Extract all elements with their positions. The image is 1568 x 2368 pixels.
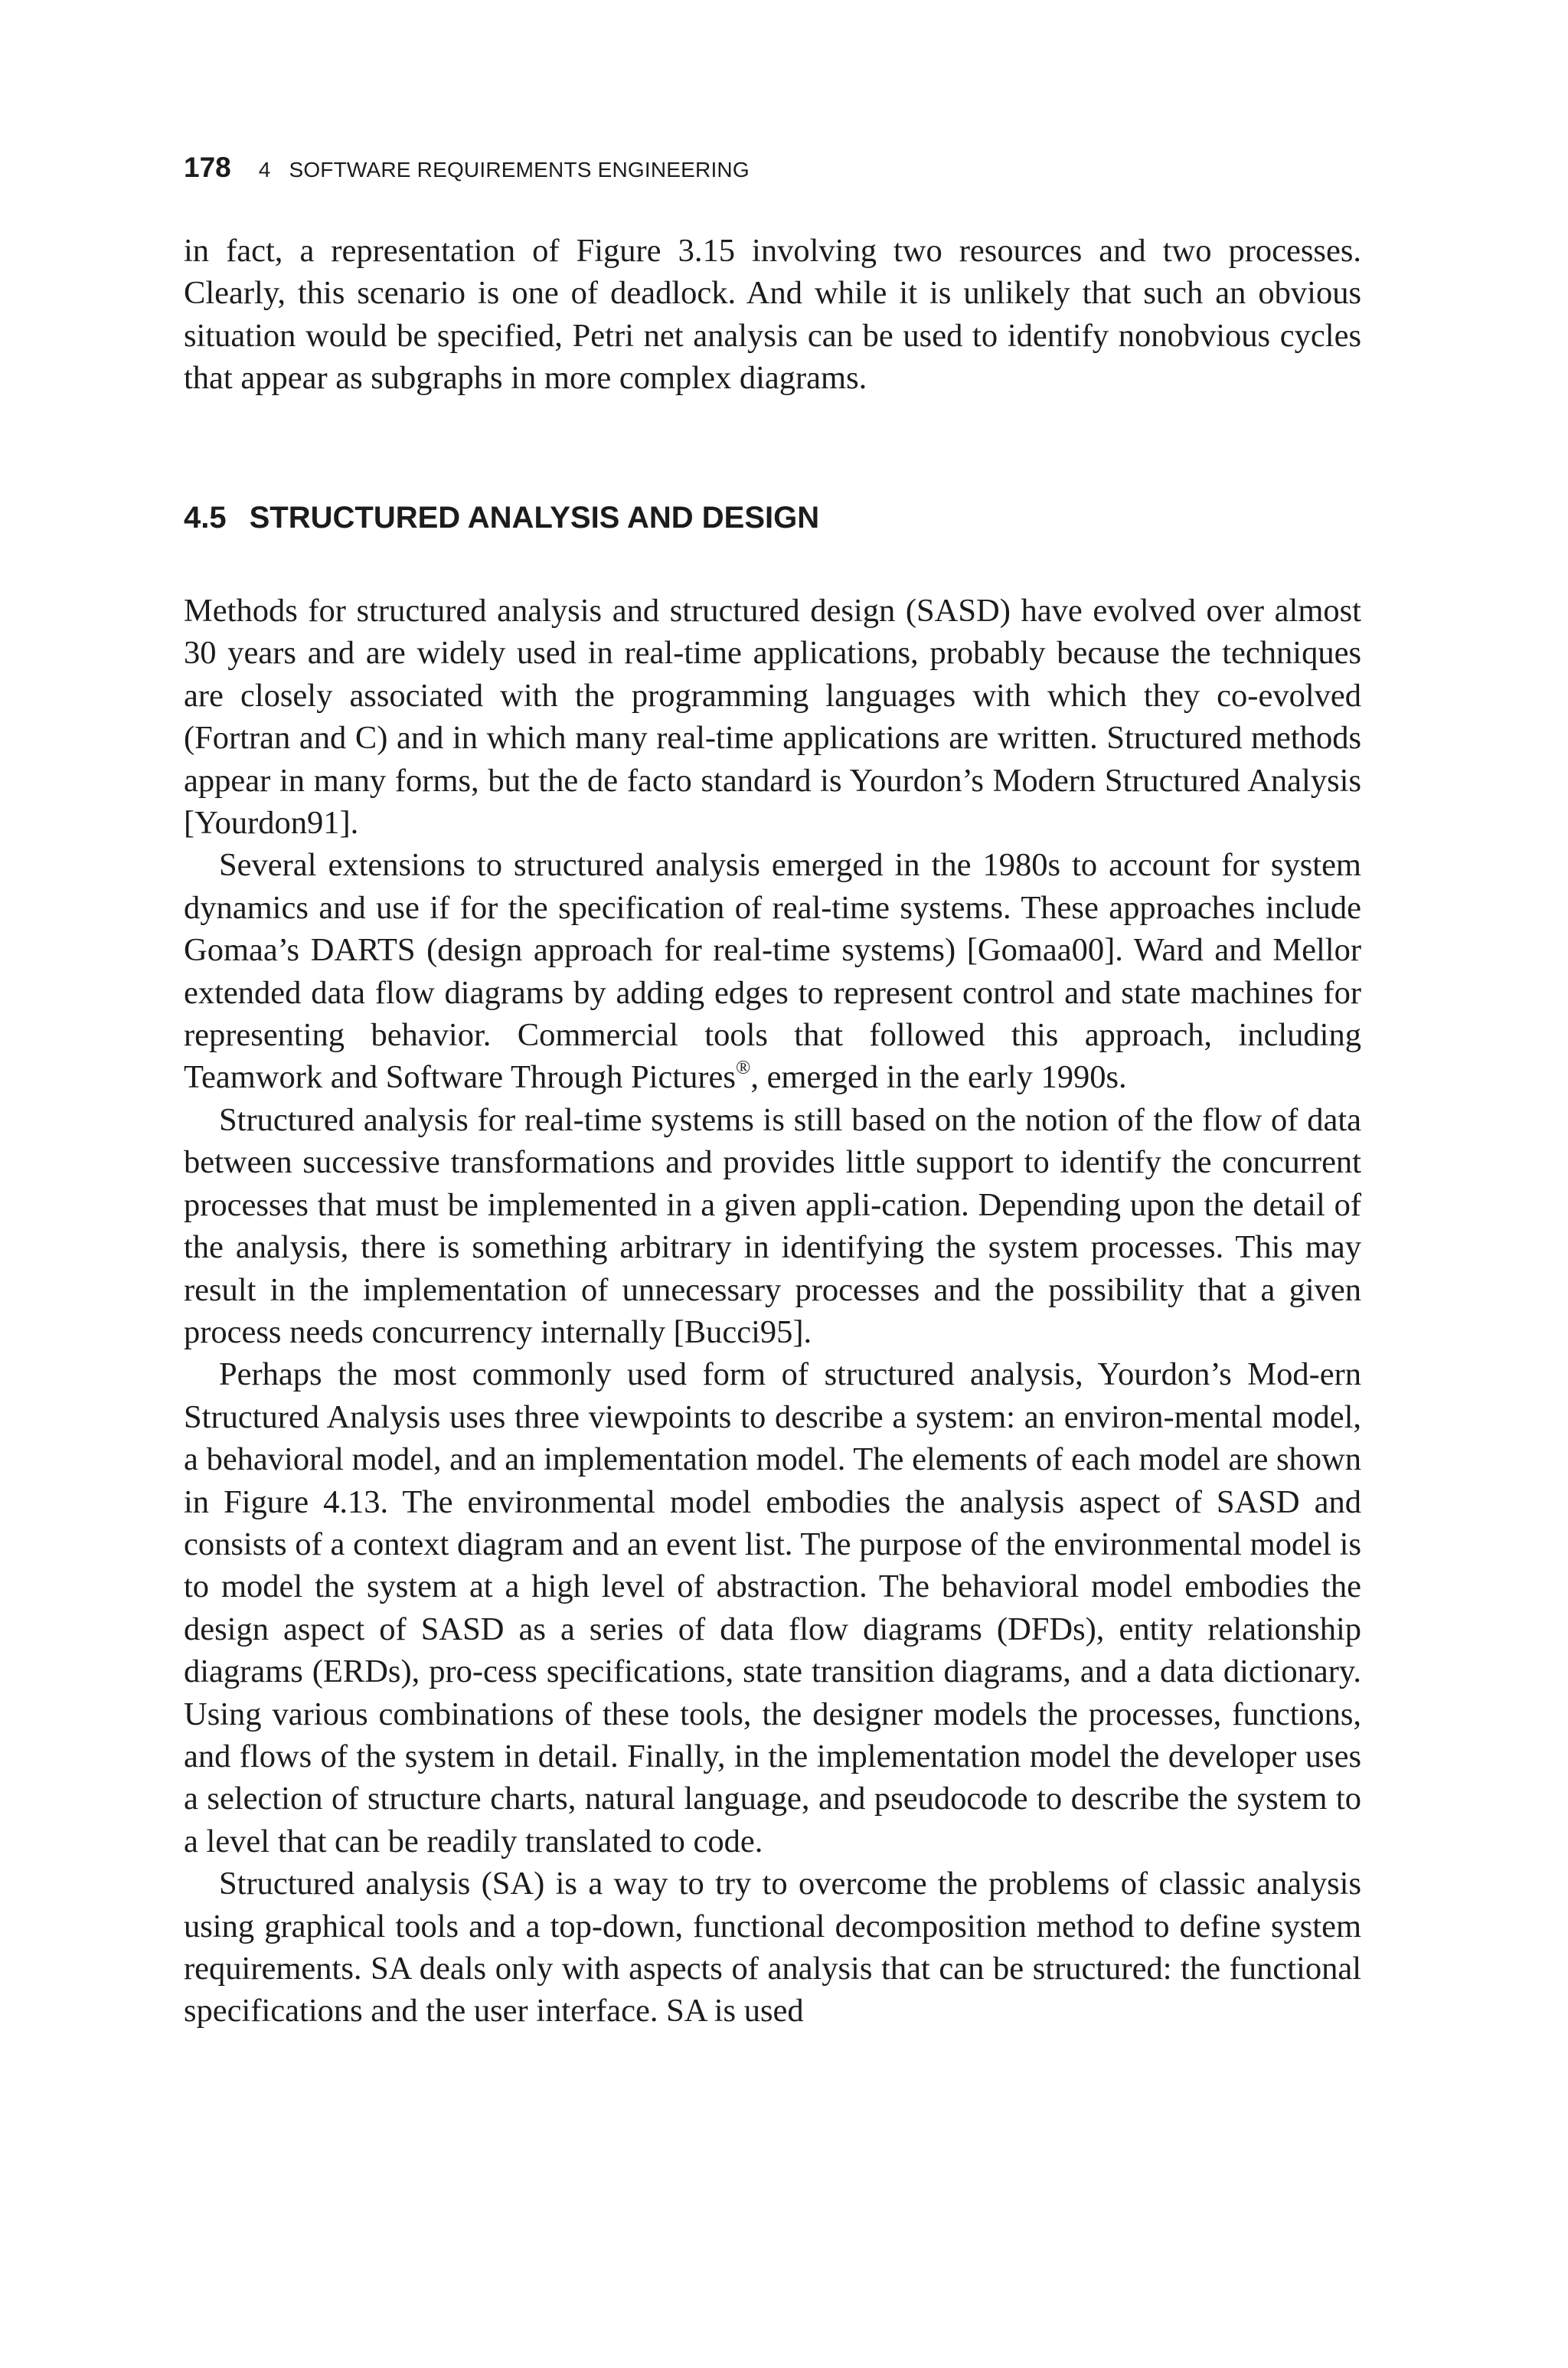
page-number: 178: [184, 152, 231, 183]
paragraph-4: Perhaps the most commonly used form of structured analysis, Yourdon’s Mod-ern Structured Analysis uses three viewpoints to describe a system: an environ-mental model, a behavioral model, and an implementation model. The elements of each model are shown in Figure 4.13. The environmental model embodies the analysis aspect of SASD and consists of a context diagram and an event list. The purpose of the environmental model is to model the system at a high level of abstraction. The behavioral model embodies the design aspect of SASD as a series of data flow diagrams (DFDs), entity relationship diagrams (ERDs), pro-cess specifications, state transition diagrams, and a data dictionary. Using various combinations of these tools, the designer models the processes, functions, and flows of the system in detail. Finally, in the implementation model the developer uses a selection of structure charts, natural language, and pseudocode to describe the system to a level that can be readily translated to code.: [184, 1356, 1361, 1859]
paragraph-2-end: , emerged in the early 1990s.: [750, 1059, 1127, 1096]
paragraph-3: Structured analysis for real-time systems is still based on the notion of the flow of data between successive transformations and provides little support to identify the concurrent processes that must be implemented in a given appli-cation. Depending upon the detail of the analysis, there is something arbitrary in identifying the system processes. This may result in the implementation of unnecessary processes and the possibility that a given process needs concurrency internally [Bucci95].: [184, 1101, 1361, 1350]
section-body: [184, 590, 1361, 2033]
paragraph-1: Methods for structured analysis and structured design (SASD) have evolved over almost 30 years and are widely used in real-time applications, probably because the techniques are closely associated with the programming languages with which they co-evolved (Fortran and C) and in which many real-time applications are written. Structured methods appear in many forms, but the de facto standard is Yourdon’s Modern Structured Analysis [Yourdon91].: [184, 593, 1361, 842]
intro-text-block: [184, 230, 1361, 400]
running-head: [184, 152, 750, 184]
section-heading: [184, 501, 819, 535]
registered-mark: ®: [735, 1056, 751, 1079]
paragraph-2: [184, 844, 1361, 1098]
paragraph-2-text: Several extensions to structured analysis emerged in the 1980s to account for system dynamics and use if for the specification of real-time systems. These approaches include Gomaa’s DARTS (design approach for real-time systems) [Gomaa00]. Ward and Mellor extended data flow diagrams by adding edges to represent control and state machines for representing behavior. Commercial tools that followed this approach, including Teamwork and Software Through Pictures: [184, 847, 1361, 1096]
intro-paragraph: in fact, a representation of Figure 3.15 involving two resources and two processes. Clearly, this scenario is one of deadlock. And while it is unlikely that such an obvious situation would be specified, Petri net analysis can be used to identify nonobvious cycles that appear as subgraphs in more complex diagrams.: [184, 233, 1361, 397]
chapter-title: 4 SOFTWARE REQUIREMENTS ENGINEERING: [258, 158, 750, 182]
paragraph-5: Structured analysis (SA) is a way to try to overcome the problems of classic analysis using graphical tools and a top-down, functional decomposition method to define system requirements. SA deals only with aspects of analysis that can be structured: the functional specifications and the user interface. SA is used: [184, 1866, 1361, 2029]
section-number: 4.5: [184, 501, 227, 535]
section-title: STRUCTURED ANALYSIS AND DESIGN: [249, 501, 820, 535]
